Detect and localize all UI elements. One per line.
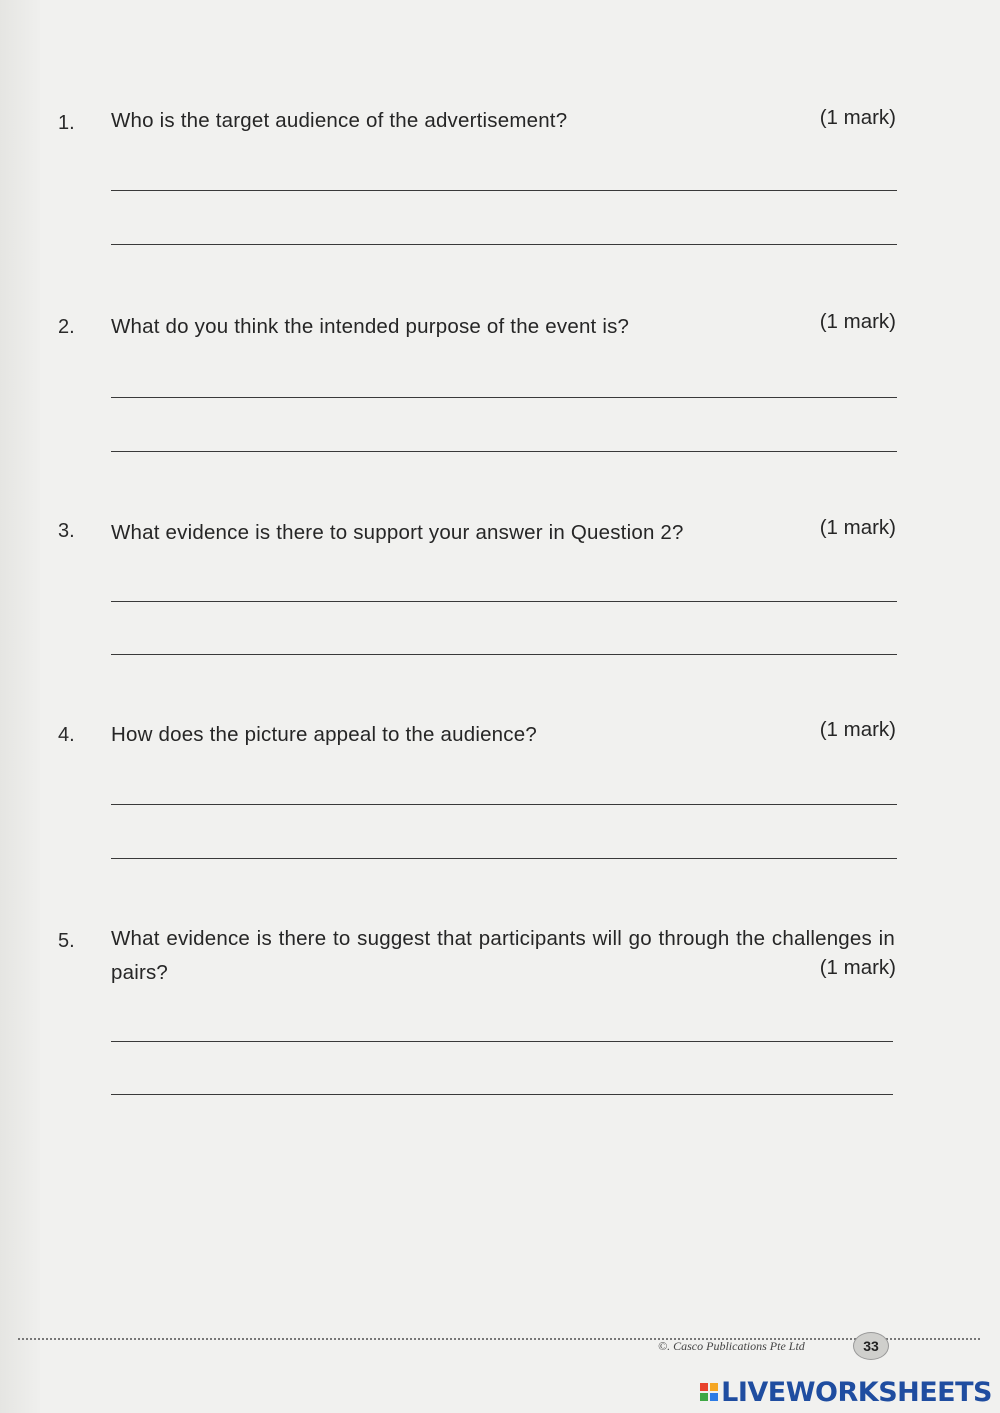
liveworksheets-branding <box>700 1376 992 1408</box>
page-number: 33 <box>853 1332 889 1360</box>
answer-line[interactable] <box>111 397 897 398</box>
question-text: What evidence is there to support your answer in Question 2? <box>111 521 684 544</box>
question-number: 2. <box>58 316 75 338</box>
question-number: 4. <box>58 724 75 746</box>
question-mark: (1 mark) <box>819 516 896 539</box>
question-number: 3. <box>58 520 75 542</box>
question-text: What evidence is there to suggest that participants will go through the challenges in pairs? <box>111 927 895 984</box>
question-text: Who is the target audience of the advertisement? <box>111 109 568 132</box>
question-text: How does the picture appeal to the audience? <box>111 723 537 746</box>
answer-line[interactable] <box>111 451 897 452</box>
question-mark: (1 mark) <box>819 106 896 129</box>
footer-divider <box>18 1338 980 1340</box>
question-mark: (1 mark) <box>819 956 896 979</box>
question-mark: (1 mark) <box>819 310 896 333</box>
answer-line[interactable] <box>111 1094 893 1095</box>
answer-line[interactable] <box>111 190 897 191</box>
answer-line[interactable] <box>111 244 897 245</box>
copyright-notice: ©. Casco Publications Pte Ltd <box>658 1339 805 1353</box>
answer-line[interactable] <box>111 1041 893 1042</box>
question-number: 1. <box>58 112 75 134</box>
answer-line[interactable] <box>111 601 897 602</box>
question-mark: (1 mark) <box>819 718 896 741</box>
liveworksheets-logo-icon <box>700 1383 718 1401</box>
answer-line[interactable] <box>111 858 897 859</box>
question-number: 5. <box>58 930 75 952</box>
question-text: What do you think the intended purpose of the event is? <box>111 315 630 338</box>
brand-name: LIVEWORKSHEETS <box>721 1376 992 1408</box>
answer-line[interactable] <box>111 804 897 805</box>
answer-line[interactable] <box>111 654 897 655</box>
